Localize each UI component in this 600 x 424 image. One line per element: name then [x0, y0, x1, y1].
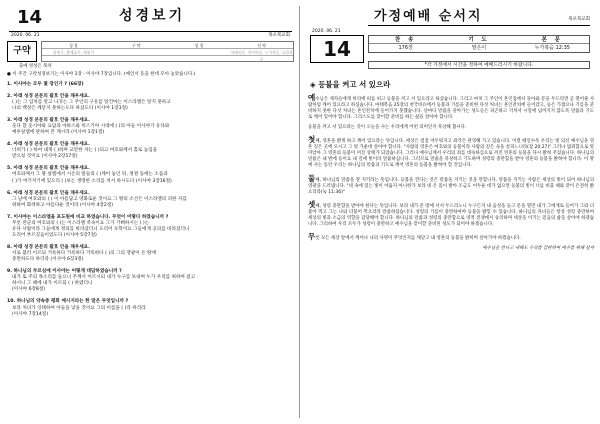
table-cell: 성 경	[194, 43, 204, 48]
date: 2020. 06. 21	[312, 29, 341, 34]
study-box	[7, 41, 294, 62]
hymn-number: 176장	[398, 45, 413, 51]
table-cell: 기 도	[468, 37, 490, 43]
table-cell	[105, 56, 168, 63]
question-item	[7, 215, 294, 239]
book-table-row	[42, 49, 293, 62]
table-cell	[168, 56, 231, 63]
worship-table-header	[369, 36, 589, 44]
worship-title: 가정예배 순서지	[374, 9, 483, 24]
family-worship-page	[300, 0, 600, 424]
sermon-paragraph	[308, 232, 594, 242]
question-item	[7, 191, 294, 209]
question-verse-line: 하시니 그 때에 내가 이르되 ( ) 하였더니	[12, 281, 93, 287]
church-name: 목포북교회	[268, 33, 290, 38]
question-verse-line: 충만하도다 하더라 (이사야 6장3절)	[12, 257, 84, 263]
question-item	[7, 118, 294, 136]
table-cell	[105, 49, 168, 55]
header-rule	[9, 31, 292, 32]
question-item	[7, 245, 294, 263]
question-item	[7, 269, 294, 293]
question-verse-line: 보라 처녀가 잉태하여 아들을 낳을 것이요 그의 이름을 ( )라 하리라	[12, 305, 146, 311]
table-cell: 찬 송	[395, 37, 417, 43]
paragraph-text: 째, 하나님의 말씀을 잘 지키라는 뜻입니다. 등불을 켠다는 것은 말씀을 지키는 것을 말합니다. 말씀을 지키는 사람은 세상의 빛이 되어 하나님의 영광을 드러냅니다. "네 속에 있는 빛이 어둡지 아니한가 보라 네 온 몸이 밝아 조금도 어두운 데가 없으면 등불의 빛이 너를 비출 때와 같이 온전히 밝으리라(눅 11:36)"	[308, 177, 594, 195]
sermon-paragraph	[308, 200, 594, 228]
sermon-paragraph	[308, 174, 594, 196]
paragraph-text: 째, 영혼을 밝게 하고 깨어 있으라는 뜻입니다. 세상은 점점 어두워지고 죄악은 관영해 가고 있습니다. 이럴 때일수록 우리는 빛 되신 예수님을 영혼 깊은 곳에 모시고 그 빛 가운데 살아야 합니다. "사람의 영혼은 여호와의 등불이라 사람의 깊은 속을 살피느니라(잠 20:27)" 그러나 범죄함으로 말미암아 그 영혼의 등불이 꺼진 상태가 되었습니다. 그러나 예수님께서 우리의 죄를 대속하심으로 꺼진 영혼의 등불을 다시 밝혀 주셨습니다. 하나님의 말씀은 내 발에 등이요 내 길에 빛이라 말씀하십니다. 그러므로 말씀을 묵상하고 기도하며 성령의 충만함을 받아 영혼의 등불을 밝혀야 합니다. 이 땅에 사는 동안 우리는 하나님의 말씀과 기도로 깨어 영혼의 등불을 밝혀야 할 것입니다.	[308, 139, 594, 169]
question-text: 6. 아래 성경 본문의 괄호 안을 채우세요.	[7, 190, 90, 196]
worship-table-row	[369, 44, 589, 52]
book-table	[41, 41, 294, 62]
question-text: 9. 하나님의 부르심에 이사야는 어떻게 대답하였습니까 ?	[7, 269, 122, 275]
question-verse-line: (이사야 6장8절)	[12, 287, 46, 293]
question-text: 1. 이사야는 모두 몇 장인가 ? (66장)	[7, 81, 84, 87]
question-item	[7, 299, 294, 317]
table-cell: 구 약	[131, 43, 141, 48]
section-label: 구약	[7, 41, 37, 62]
scripture-reference: 누가복음 12:35	[534, 45, 570, 51]
question-item	[7, 94, 294, 112]
paragraph-text: 수님은 제자들에게 허리에 띠를 띠고 등불을 켜고 서 있으라고 하셨습니다. 그리고 마치 그 주인이 혼인집에서 돌아와 문을 두드리면 곧 열어줄 사람처럼 깨어 있으라고 하셨습니다. 마태복음 25장의 천국비유에서 등불과 기름을 준비한 다섯 처녀는 혼인잔치에 들어갔고, 등은 가졌으나 기름을 준비하지 못한 다섯 처녀는 혼인잔치에 들어가지 못했습니다. 날마다 말씀을 살아가는 성도들은 피곤하고 지쳐서 시험에 넘어지지 않도록 말씀과 기도로 깨어 있어야 합니다. 그리스도를 맞이할 준비를 하는 삶을 살아야 합니다.	[308, 96, 594, 121]
question-item	[7, 166, 294, 184]
drop-cap: 둘	[308, 173, 316, 183]
question-item	[7, 82, 294, 88]
question-verse-line: ( )는 그 입처를 알고 나귀는 그 주인의 구유를 알건마는 이스라엘은 알지 못하고	[12, 99, 171, 105]
question-text: 8. 아래 성경 본문의 괄호 안을 채우세요.	[7, 245, 90, 250]
question-verse-line: 너희가 ( ) 하여 내게 ( )하며 교만한 자는 ( )되고 여호와께서 홀로 높임을	[12, 148, 158, 154]
question-item	[7, 142, 294, 160]
question-verse-line: 내가 또 주의 목소리를 들으니 주께서 이르시되 내가 누구를 보내며 누가 우리를 위하여 갈고	[12, 275, 196, 281]
question-verse-line: 무릇 만군의 여호와의 ( )는 이스라엘 족속이요 그가 기뻐하시는 ( )는	[12, 220, 150, 226]
page-title: 성경보기	[119, 8, 186, 24]
question-text: 2. 아래 성경 본문의 괄호 안을 채우세요.	[7, 93, 90, 99]
question-verse-line: 도리어 부르짖음이었도다 (이사야 5장7절)	[12, 232, 97, 238]
drop-cap: 예	[308, 92, 316, 102]
question-list	[7, 82, 294, 318]
sermon-paragraph	[308, 93, 594, 121]
sermon-paragraph	[308, 135, 594, 169]
paragraph-text: 등불을 켜고 서 있으라는 것이 오늘을 사는 우리에게 어떤 의미인지 묵상해 봅시다.	[308, 125, 467, 131]
worship-note: *각 가정에서 시간을 정하여 예배드리시기 바랍니다.	[368, 61, 590, 69]
table-cell	[42, 56, 105, 63]
intro-text: ● 이 주간 구약성경보기는 이사야 1장 - 이사야 7장입니다. (예언서 등을 한데 모아 놓았습니다.)	[7, 71, 196, 77]
header-rule	[368, 25, 590, 26]
question-verse-line: 예루살렘에 관하여 본 계시라 (이사야 1장1절)	[12, 130, 105, 136]
table-cell: 마태복음, 마가복음, 누가복음, 요한복음	[230, 50, 293, 62]
table-cell: 신 약	[257, 43, 266, 48]
closing-note: 예수님을 만나고 새해도 우리를 감탄하며 예수를 위해 살자	[482, 246, 594, 252]
sermon-paragraph	[308, 125, 594, 131]
drop-cap: 무	[308, 232, 316, 242]
right-header	[308, 4, 594, 34]
table-cell: 창세기, 출애굽기, 레위기	[52, 50, 95, 55]
question-verse-line: 그 날에 여호와의 ( ) 이 아름답고 영화로운 것이요 그 땅의 소산은 이스라엘의 피한 자를	[12, 196, 187, 202]
week-number: 14	[310, 35, 364, 63]
prayer-leader: 말은이	[471, 45, 487, 51]
book-table-row	[42, 56, 293, 63]
question-text: 4. 아래 성경 본문의 괄호 안을 채우세요.	[7, 142, 90, 148]
question-verse-line: 위하여 화려하고 아름다운 것이라 (이사야 4장2절)	[12, 202, 114, 208]
paragraph-text: 째, 성령 충만함을 받아야 한다는 뜻입니다. 보라 내가 문 밖에 서서 두드리노니 누구든지 내 음성을 듣고 문을 열면 내가 그에게로 들어가 그와 더불어 먹고 그는 나와 더불어 먹으리라 말씀하셨습니다. 성령의 기름이 충만하여야 등불을 밝힐 수 있습니다. 하나님의 자녀들은 항상 성령 충만하여 세상의 빛과 소금의 역할을 감당해야 합니다. 하나님의 말씀과 성령의 충만함으로 영적 전쟁에서 승리하며 세상을 이기는 믿음의 삶을 살아야 하겠습니다. 그리하여 우리 모두가 성령이 충만하고 예수님을 맞이할 준비된 성도가 되어야 하겠습니다.	[308, 203, 594, 228]
table-cell: 성 경	[69, 43, 78, 48]
subtitle: 출애 빙성은 목차	[19, 64, 52, 69]
table-cell: 본 문	[541, 37, 563, 43]
question-text: 10. 하나님의 약속중 평화 메시지라는 한 말은 무엇입니까 ?	[7, 299, 129, 305]
worship-order	[308, 35, 594, 79]
question-text: 7. 이사야는 이스라엘을 포도원에 비교 하였습니다. 무엇이 어떻다 하였습니까 ?	[7, 214, 169, 220]
table-cell	[230, 56, 293, 63]
question-verse-line: ( )가 여기저기에 있으리 ( )보는 생명한 소리를 쳐서 하시도다 (이사야 3장16절)	[12, 178, 172, 184]
drop-cap: 첫	[308, 135, 316, 145]
date: 2020. 06. 21	[11, 33, 40, 38]
worship-table	[368, 35, 590, 53]
book-table-header	[42, 42, 293, 49]
sermon-body	[308, 93, 594, 243]
question-verse-line: 나의 백성은 깨닫지 못하는도다 하셨도다 (이사야 1장3절)	[12, 105, 128, 111]
question-text: 3. 아래 성경 본문의 괄호 안을 채우세요.	[7, 118, 90, 123]
question-verse-line: 웃다 할 웃시야와 요담과 아하스와 히스기야 시대에 ( )의 아들 이사야가 유다와	[12, 124, 170, 130]
question-verse-line: 여호와께서 그 땅 살렘에서 시온의 딸들의 ( )께어 놓인 뒤, 정결 등에는 소돔과	[12, 172, 168, 178]
question-verse-line: (이사야 7장14절)	[12, 311, 49, 317]
table-cell	[168, 49, 231, 55]
question-text: 5. 아래 성경 본문의 괄호 안을 채우세요.	[7, 166, 90, 172]
left-header	[7, 4, 294, 40]
week-number: 14	[17, 7, 43, 28]
question-verse-line: 받으실 것이요 (이사야 2장17절)	[12, 154, 78, 160]
drop-cap: 셋	[308, 199, 316, 209]
paragraph-text: 릇 모든 세상 앞에서 깨어나 나의 사명이 무엇인지를 깨닫고 내 영혼의 등불을 밝히며 살아가야 하겠습니다.	[315, 236, 521, 242]
question-verse-line: 서로 불러 이르되 거룩하다 거룩하다 거룩하다 ( )의 그의 영광이 온 땅에	[12, 251, 156, 257]
question-verse-line: 유다 사람이라 그들에게 정의를 바라셨더니 도리어 포학이요 그들에게 공의를 바라셨더니	[12, 226, 190, 232]
sermon-heading: ◈ 등불을 켜고 서 있으라	[310, 80, 391, 89]
church-name: 목포북교회	[568, 17, 590, 22]
